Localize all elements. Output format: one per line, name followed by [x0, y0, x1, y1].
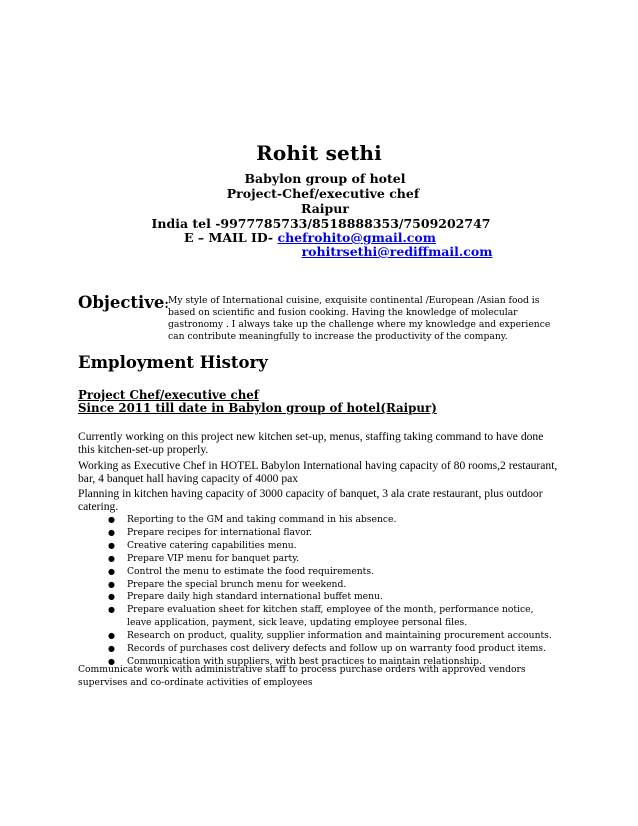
- list-item-text: Records of purchases cost delivery defects and follow up on warranty food product items.: [127, 643, 547, 655]
- list-item-text: Research on product, quality, supplier information and maintaining procurement accounts.: [127, 630, 552, 642]
- list-item: [108, 553, 558, 566]
- job-period: Since 2011 till date in Babylon group of hotel(Raipur): [78, 401, 437, 415]
- bullet-icon: ●: [108, 540, 115, 550]
- bullet-icon: ●: [108, 579, 115, 589]
- list-item-text: Prepare evaluation sheet for kitchen staff, employee of the month, performance notice, leave application, payment, sick leave, updating employee personal files.: [127, 604, 534, 629]
- bullet-icon: ●: [108, 605, 115, 615]
- list-item: [108, 591, 558, 604]
- list-item: [108, 566, 558, 579]
- job-paragraph-working: Working as Executive Chef in HOTEL Babylon International having capacity of 80 rooms,2 restaurant, bar, 4 banquet hall having capacity of 4000 pax: [78, 459, 558, 485]
- job-role: Project-Chef/executive chef: [226, 186, 420, 201]
- list-item: [108, 604, 558, 630]
- list-item-text: Prepare the special brunch menu for weekend.: [127, 578, 347, 590]
- list-item-text: Control the menu to estimate the food requirements.: [127, 565, 375, 577]
- list-item: [108, 579, 558, 592]
- list-item: [108, 643, 558, 656]
- bullet-icon: ●: [108, 553, 115, 563]
- city: Raipur: [301, 201, 349, 216]
- objective-text: My style of International cuisine, exquisite continental /European /Asian food is based on scientific and fusion cooking. Having the knowledge of molecular gastronomy . I always take up the challenge where my knowledge and experience can contribute meaningfully to increase the productivity of the company.: [168, 295, 551, 342]
- job-paragraph-planning: Planning in kitchen having capacity of 3000 capacity of banquet, 3 ala crate restaurant, plus outdoor catering.: [78, 487, 543, 513]
- employment-heading: Employment History: [78, 353, 268, 372]
- list-item-text: Prepare daily high standard international buffet menu.: [127, 591, 383, 603]
- objective-heading-text: Objective: [78, 293, 165, 312]
- email-line-secondary: [78, 244, 638, 260]
- bullet-icon: ●: [108, 515, 115, 524]
- closing-paragraph: Communicate work with administrative staff to process purchase orders with approved vendors supervises and co-ordinate activities of employees: [78, 664, 526, 688]
- list-item: [108, 527, 558, 540]
- bullet-icon: ●: [108, 656, 115, 666]
- list-item-text: Reporting to the GM and taking command in his absence.: [127, 514, 397, 525]
- objective-colon: :: [164, 297, 169, 311]
- list-item-text: Prepare recipes for international flavor.: [127, 526, 313, 538]
- email-link-secondary[interactable]: rohitrsethi@rediffmail.com: [301, 244, 493, 259]
- list-item: [108, 540, 558, 553]
- job-title: Project Chef/executive chef: [78, 388, 259, 402]
- candidate-name: Rohit sethi: [256, 141, 382, 165]
- bullet-icon: ●: [108, 527, 115, 537]
- organization: Babylon group of hotel: [244, 171, 406, 186]
- objective-heading: [78, 293, 169, 312]
- email-label: E – MAIL ID-: [184, 230, 274, 245]
- phone-numbers: India tel -9977785733/8518888353/7509202747: [151, 216, 491, 231]
- list-item: [108, 630, 558, 643]
- list-item: [108, 514, 558, 527]
- bullet-icon: ●: [108, 644, 115, 654]
- job-paragraph-current: Currently working on this project new kitchen set-up, menus, staffing taking command to have done this kitchen-set-up properly.: [78, 430, 544, 456]
- list-item-text: Creative catering capabilities menu.: [127, 539, 297, 551]
- email-link-primary[interactable]: chefrohito@gmail.com: [277, 230, 436, 245]
- bullet-icon: ●: [108, 592, 115, 602]
- bullet-icon: ●: [108, 566, 115, 576]
- list-item-text: Prepare VIP menu for banquet party.: [127, 552, 300, 564]
- responsibilities-list: [108, 514, 558, 669]
- list-item-text: Communication with suppliers, with best practices to maintain relationship.: [127, 655, 482, 667]
- bullet-icon: ●: [108, 631, 115, 641]
